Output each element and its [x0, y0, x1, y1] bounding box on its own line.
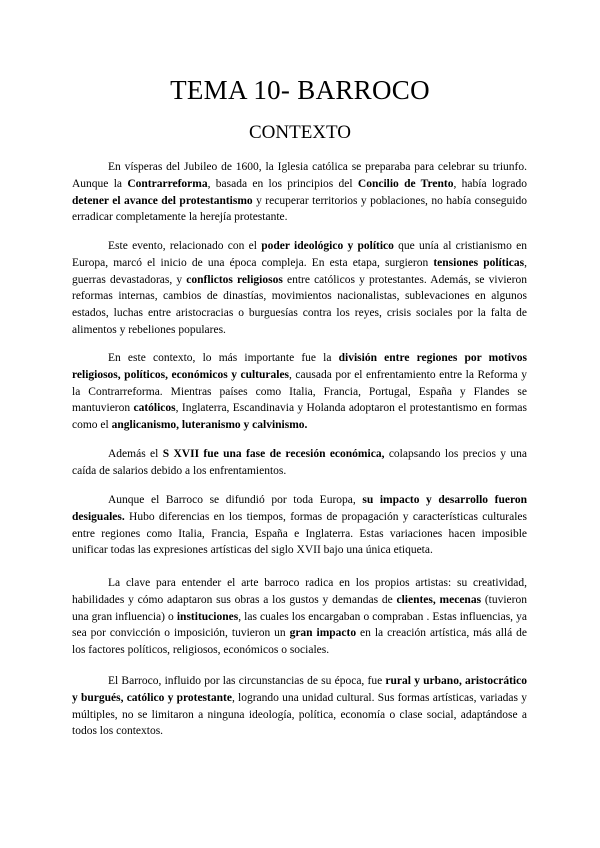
- emphasis-text: instituciones: [176, 610, 239, 623]
- paragraph-text: En vísperas del Jubileo de 1600, la Iglesia católica se preparaba para celebrar su triunfo. Aunque la: [72, 161, 527, 190]
- emphasis-text: Concilio de Trento: [357, 177, 454, 190]
- paragraph-text: colapsando los precios y una caída de salarios debido a los enfrentamientos.: [72, 448, 528, 477]
- paragraph-text: entre católicos y protestantes. Además, se vivieron reformas internas, cambios de dinastías, movimientos nacionalistas, sublevaciones en algunos estados, luchas entre aristocracias o burguesías contra los reyes, crisis sociales por la falta de alimentos y rebeliones populares.: [72, 273, 527, 336]
- emphasis-text: división entre regiones por motivos religiosos, políticos, económicos y culturales: [72, 352, 527, 381]
- paragraph-text: Hubo diferencias en los tiempos, formas de propagación y características culturales entre regiones como Italia, Francia, España e Inglaterra. Estas variaciones hacen imposible unificar todas las expresiones artísticas del siglo XVII bajo una única etiqueta.: [72, 510, 527, 557]
- paragraph-text: , basada en los principios del: [207, 177, 358, 190]
- paragraph-text: En este contexto, lo más importante fue la: [108, 352, 339, 364]
- paragraph-6: [72, 575, 527, 659]
- emphasis-text: anglicanismo, luteranismo y calvinismo.: [111, 419, 308, 432]
- paragraph-text: , Inglaterra, Escandinavia y Holanda adoptaron el protestantismo en formas como el: [72, 402, 528, 432]
- paragraph-5: [72, 492, 527, 559]
- emphasis-text: Contrarreforma: [127, 177, 208, 190]
- paragraph-text: , logrando una unidad cultural. Sus formas artísticas, variadas y múltiples, no se limitaron a ninguna ideología, política, economía o clase social, adaptándose a todos los contextos.: [72, 691, 527, 738]
- paragraph-text: en la creación artística, más allá de los factores políticos, religiosos, económicos o sociales.: [72, 627, 527, 657]
- emphasis-text: rural y urbano, aristocrático y burgués, católico y protestante: [72, 675, 527, 704]
- paragraph-text: Este evento, relacionado con el: [108, 240, 262, 252]
- emphasis-text: S XVII fue una fase de recesión económica,: [162, 448, 385, 460]
- paragraph-text: (tuvieron una gran influencia) o: [72, 593, 527, 623]
- paragraph-7: [72, 673, 527, 740]
- emphasis-text: conflictos religiosos: [186, 273, 283, 286]
- emphasis-text: poder ideológico y político: [261, 240, 394, 252]
- paragraph-text: , guerras devastadoras, y: [72, 256, 527, 286]
- paragraph-text: que unía al cristianismo en Europa, marcó el inicio de una época compleja. En esta etapa, surgieron: [72, 240, 527, 269]
- emphasis-text: detener el avance del protestantismo: [72, 194, 253, 207]
- emphasis-text: tensiones políticas: [433, 256, 525, 269]
- paragraph-text: y recuperar territorios y poblaciones, no había conseguido erradicar completamente la herejía protestante.: [72, 194, 528, 224]
- paragraph-text: Además el: [108, 448, 163, 460]
- paragraph-text: , había logrado: [453, 177, 527, 190]
- emphasis-text: clientes, mecenas: [396, 593, 482, 606]
- paragraph-4: [72, 446, 527, 480]
- emphasis-text: gran impacto: [289, 627, 357, 640]
- paragraph-3: [72, 350, 527, 434]
- paragraph-text: Aunque el Barroco se difundió por toda Europa,: [108, 494, 363, 506]
- paragraph-text: , las cuales los encargaban o compraban . Estas influencias, ya sea por convicción o imposición, tuvieron un: [72, 610, 527, 640]
- emphasis-text: católicos: [133, 402, 176, 415]
- section-heading: CONTEXTO: [248, 122, 352, 143]
- emphasis-text: su impacto y desarrollo fueron desiguales.: [72, 494, 527, 523]
- paragraph-text: El Barroco, influido por las circunstancias de su época, fue: [108, 675, 386, 687]
- page-title: TEMA 10- BARROCO: [170, 75, 430, 105]
- paragraph-2: [72, 238, 527, 339]
- paragraph-text: La clave para entender el arte barroco radica en los propios artistas: su creatividad, habilidades y cómo adaptaron sus obras a los gustos y demandas de: [72, 577, 527, 606]
- paragraph-1: [72, 159, 527, 226]
- paragraph-text: , causada por el enfrentamiento entre la Reforma y la Contrarreforma. Mientras países como Italia, Francia, Portugal, España y Flandes se mantuvieron: [72, 368, 527, 415]
